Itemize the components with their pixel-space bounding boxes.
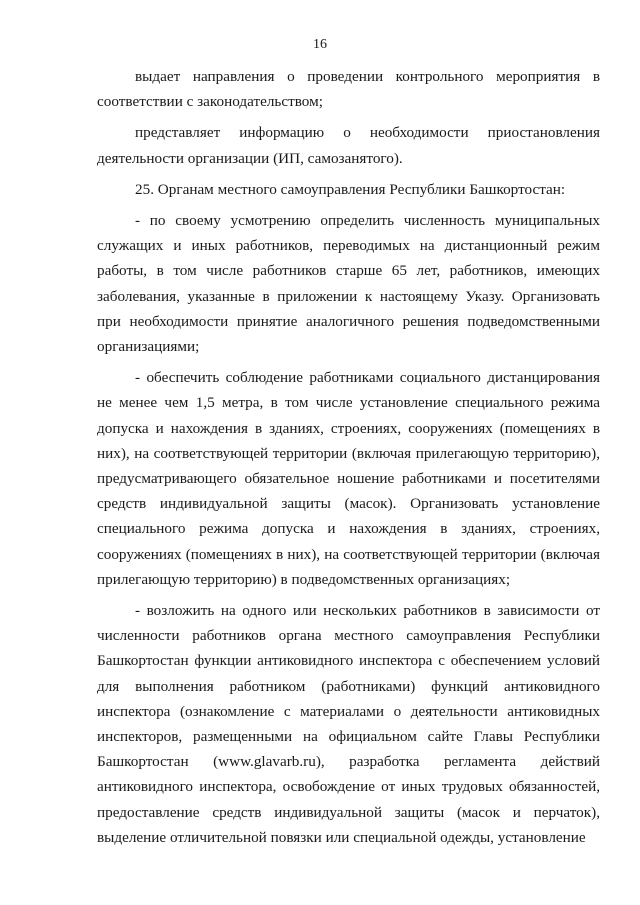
paragraph-suspension-info: представляет информацию о необходимости приостановления деятельности организации (ИП, самозанятого).: [97, 124, 600, 167]
document-body: [97, 64, 600, 850]
page-number: 16: [313, 37, 327, 52]
paragraph-social-distancing: - обеспечить соблюдение работниками социального дистанцирования не менее чем 1,5 метра, в том числе установление специального режима допуска и нахождения в зданиях, строениях, сооружениях (помещениях в них), на соответствующей территории (включая прилегающую территорию), предусматривающего обязательное ношение работниками и посетителями средств индивидуальной защиты (масок). Организовать установление специального режима допуска и нахождения в зданиях, строениях, сооружениях (помещениях в них), на соответствующей территории (включая прилегающую территорию) в подведомственных организациях;: [97, 369, 600, 588]
paragraph-control-directions: выдает направления о проведении контрольного мероприятия в соответствии с законодательством;: [97, 68, 600, 111]
paragraph-section-25-heading: 25. Органам местного самоуправления Республики Башкортостан:: [135, 180, 566, 198]
paragraph-anticovid-inspector: - возложить на одного или нескольких работников в зависимости от численности работников органа местного самоуправления Республики Башкортостан функции антиковидного инспектора с обеспечением условий для выполнения работником (работниками) функций антиковидного инспектора (ознакомление с материалами о деятельности антиковидных инспекторов, размещенными на официальном сайте Главы Республики Башкортостан (www.glavarb.ru), разработка регламента действий антиковидного инспектора, освобождение от иных трудовых обязанностей, предоставление средств индивидуальной защиты (масок и перчаток), выделение отличительной повязки или специальной одежды, установление: [97, 602, 600, 846]
paragraph-remote-work: - по своему усмотрению определить численность муниципальных служащих и иных работников, переводимых на дистанционный режим работы, в том числе работников старше 65 лет, работников, имеющих заболевания, указанные в приложении к настоящему Указу. Организовать при необходимости принятие аналогичного решения подведомственными организациями;: [97, 212, 600, 356]
